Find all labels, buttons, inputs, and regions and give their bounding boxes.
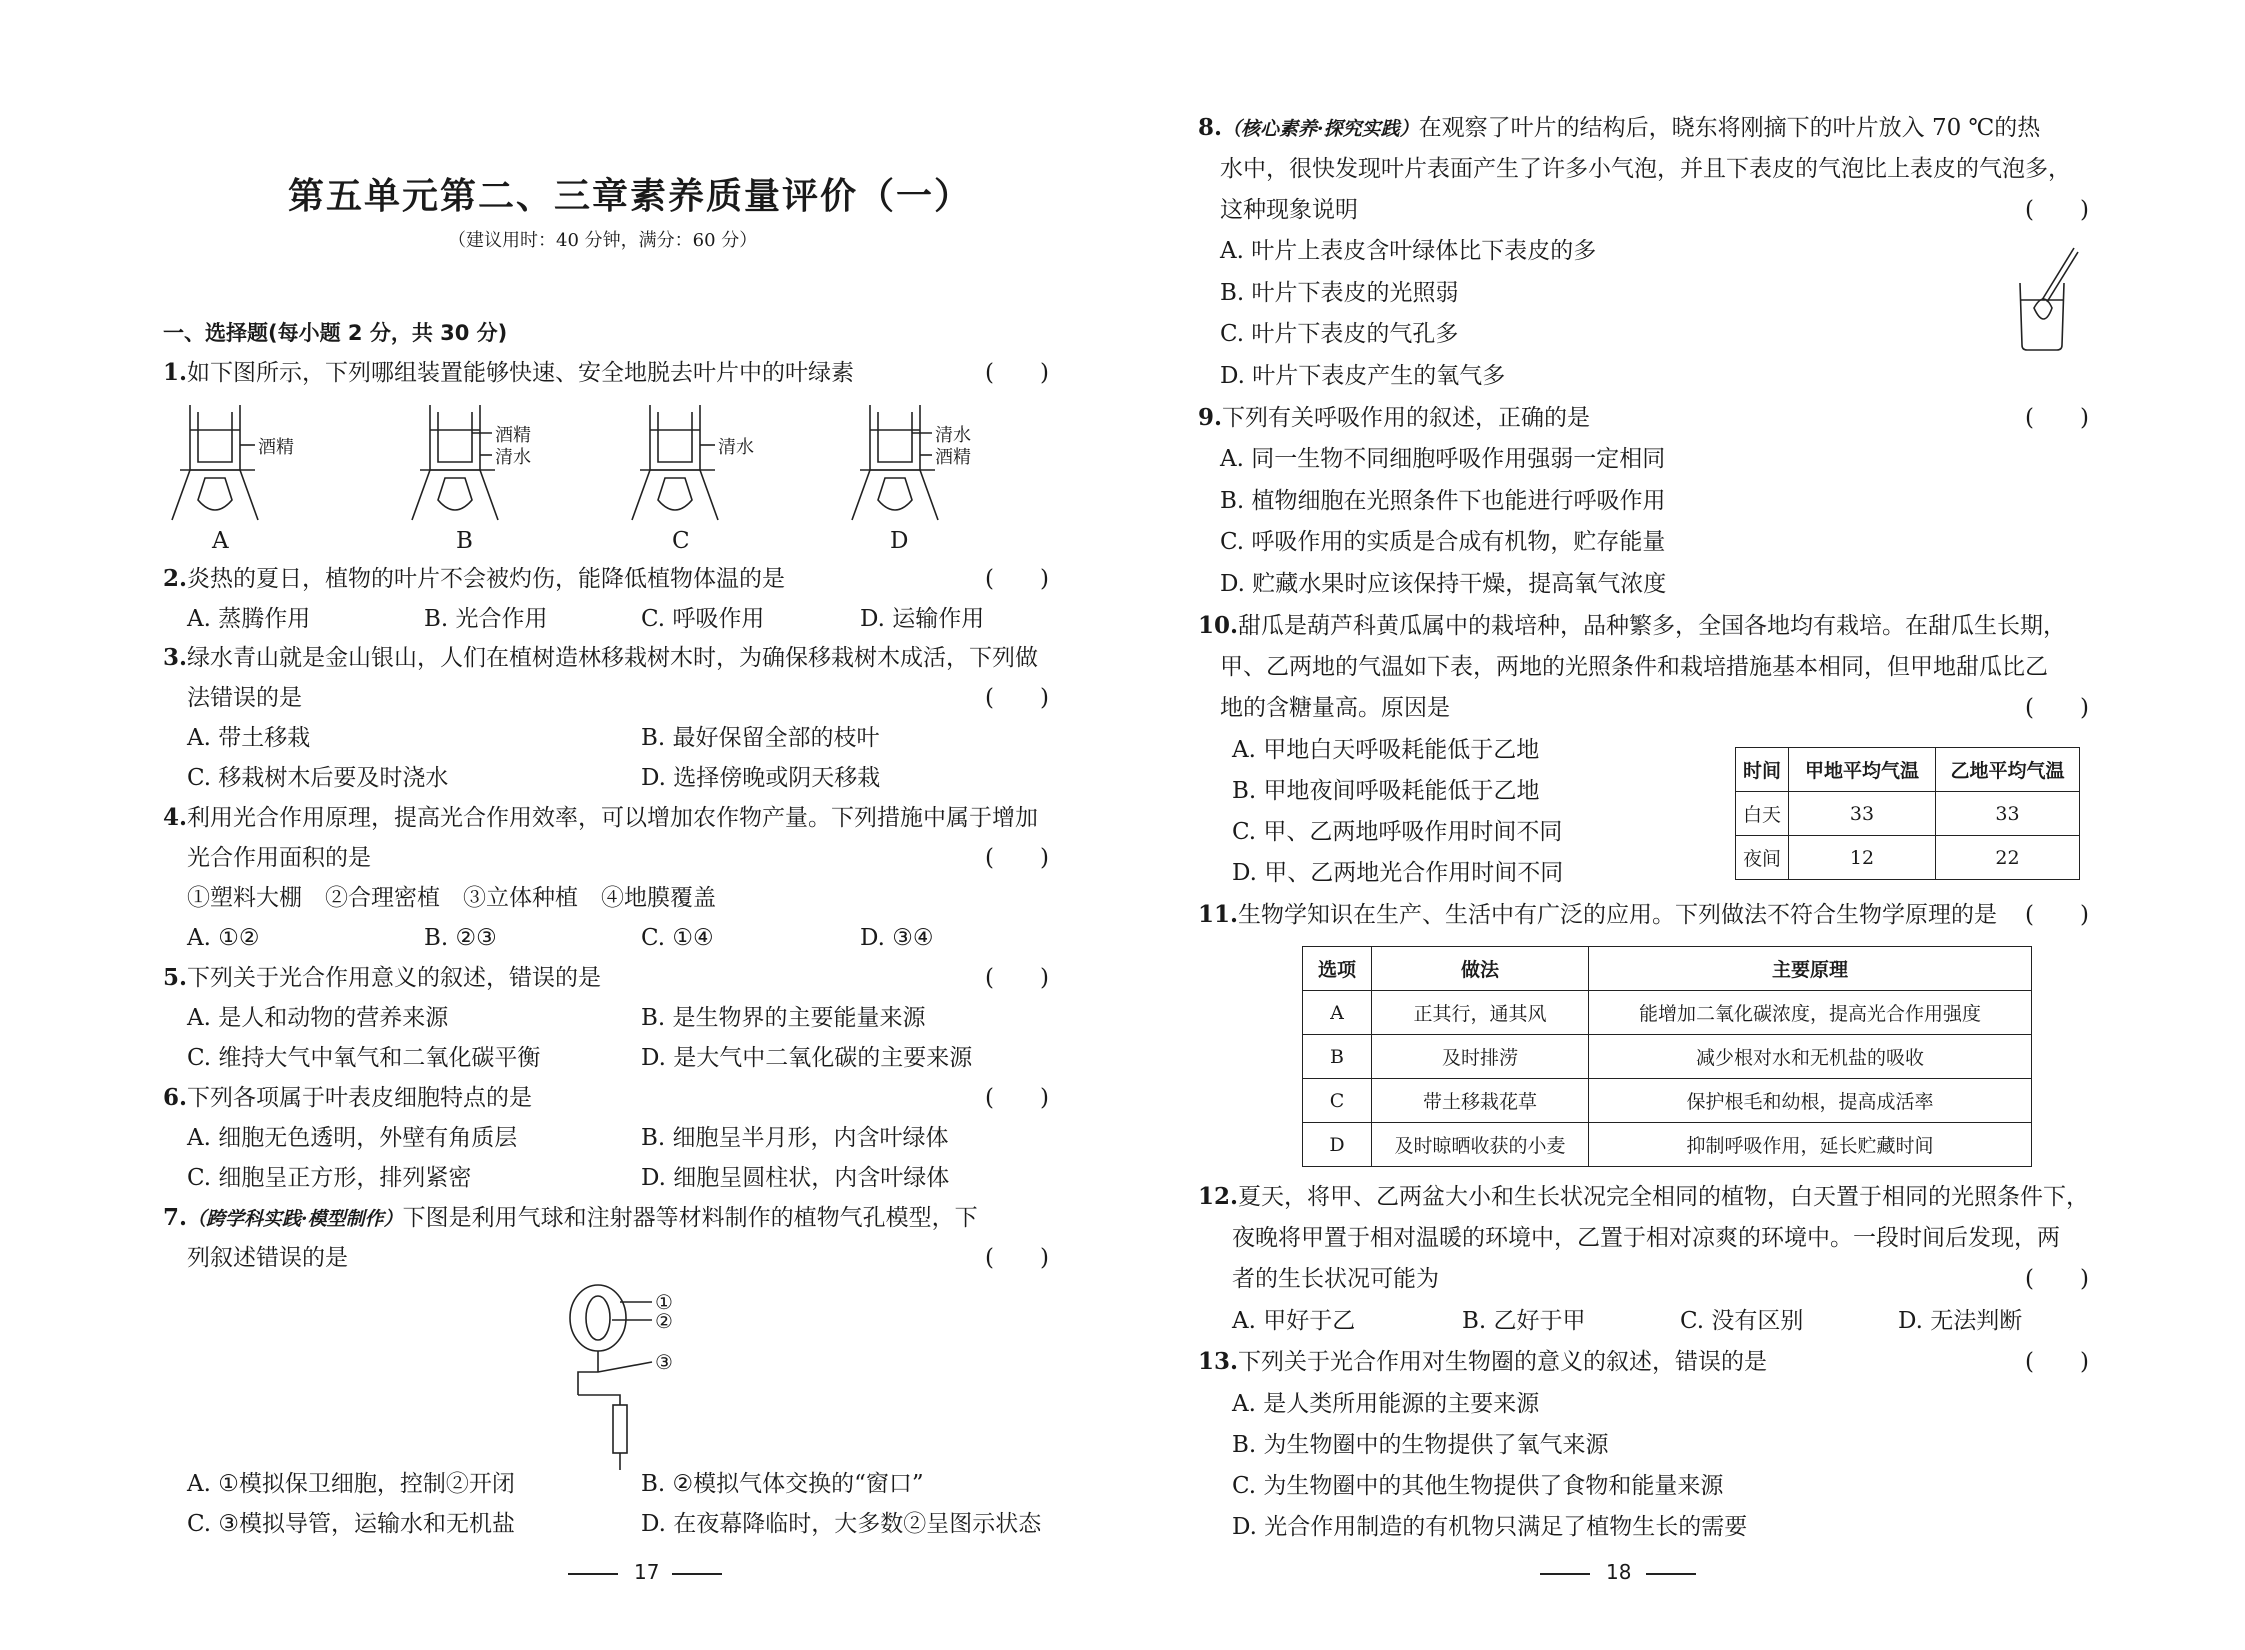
question-4-cont: 光合作用面积的是 xyxy=(187,845,371,871)
beaker-leaf-figure xyxy=(1122,0,2245,360)
option-d: D. 运输作用 xyxy=(860,606,985,632)
table-row: B 及时排涝 减少根对水和无机盐的吸收 xyxy=(1303,1035,2032,1079)
question-10-cont: 地的含糖量高。原因是 xyxy=(1220,695,1450,721)
option-a: A. ①② xyxy=(187,925,260,951)
model-mark-3: ③ xyxy=(655,1350,673,1374)
question-10-cont: 甲、乙两地的气温如下表，两地的光照条件和栽培措施基本相同，但甲地甜瓜比乙 xyxy=(1220,654,2048,680)
practice-principle-table: 选项 做法 主要原理 A 正其行，通其风 能增加二氧化碳浓度，提高光合作用强度 B 及时排涝 减少根对水和无机盐的吸收 C 带土移栽花草 保护根毛和幼根，提高成活率 D 及时晾晒收获的小麦 抑制呼吸作用，延长贮藏时间 xyxy=(1302,946,2032,1167)
question-7: 7.（跨学科实践·模型制作）下图是利用气球和注射器等材料制作的植物气孔模型，下 xyxy=(163,1204,978,1231)
option-d: D. 细胞呈圆柱状，内含叶绿体 xyxy=(641,1165,950,1191)
question-8: 8.（核心素养·探究实践）在观察了叶片的结构后，晓东将刚摘下的叶片放入 70 ℃的热 xyxy=(1198,114,2041,141)
page-number-rule xyxy=(672,1573,722,1575)
question-6: 6.下列各项属于叶表皮细胞特点的是 xyxy=(163,1084,533,1111)
option-c: C. 甲、乙两地呼吸作用时间不同 xyxy=(1232,819,1563,845)
table-row: 白天 33 33 xyxy=(1736,792,2080,836)
question-8-cont: 水中，很快发现叶片表面产生了许多小气泡，并且下表皮的气泡比上表皮的气泡多， xyxy=(1220,156,2071,182)
option-c: C. 呼吸作用的实质是合成有机物，贮存能量 xyxy=(1220,529,1666,555)
answer-bracket: ( ) xyxy=(985,360,1049,386)
liquid-label-d2: 酒精 xyxy=(935,447,971,468)
answer-bracket: ( ) xyxy=(985,965,1049,991)
question-13: 13.下列关于光合作用对生物圈的意义的叙述，错误的是 xyxy=(1198,1348,1768,1375)
liquid-label-a: 酒精 xyxy=(258,437,294,458)
option-a: A. 甲好于乙 xyxy=(1232,1308,1356,1334)
question-4: 4.利用光合作用原理，提高光合作用效率，可以增加农作物产量。下列措施中属于增加 xyxy=(163,804,1039,831)
option-d: D. 甲、乙两地光合作用时间不同 xyxy=(1232,860,1564,886)
page-number: 18 xyxy=(1606,1560,1632,1584)
answer-bracket: ( ) xyxy=(985,685,1049,711)
question-9: 9.下列有关呼吸作用的叙述，正确的是 xyxy=(1198,404,1591,431)
option-d: D. 光合作用制造的有机物只满足了植物生长的需要 xyxy=(1232,1514,1748,1540)
answer-bracket: ( ) xyxy=(985,1085,1049,1111)
option-c: C. 细胞呈正方形，排列紧密 xyxy=(187,1165,472,1191)
question-1: 1.如下图所示，下列哪组装置能够快速、安全地脱去叶片中的叶绿素 xyxy=(163,359,855,386)
option-d: D. 是大气中二氧化碳的主要来源 xyxy=(641,1045,973,1071)
question-3: 3.绿水青山就是金山银山，人们在植树造林移栽树木时，为确保移栽树木成活，下列做 xyxy=(163,644,1039,671)
option-b: B. 叶片下表皮的光照弱 xyxy=(1220,280,1459,306)
option-b: B. 光合作用 xyxy=(424,606,548,632)
section-heading: 一、选择题(每小题 2 分，共 30 分) xyxy=(163,321,508,345)
left-page xyxy=(0,0,1122,1650)
option-b: B. 乙好于甲 xyxy=(1462,1308,1586,1334)
option-d: D. 叶片下表皮产生的氧气多 xyxy=(1220,363,1506,389)
option-d: D. ③④ xyxy=(860,925,934,951)
question-7-cont: 列叙述错误的是 xyxy=(187,1245,348,1271)
page-subtitle: （建议用时：40 分钟，满分：60 分） xyxy=(448,230,758,251)
liquid-label-c: 清水 xyxy=(718,437,754,458)
answer-bracket: ( ) xyxy=(2025,197,2089,223)
question-12-cont: 者的生长状况可能为 xyxy=(1232,1266,1439,1292)
option-a: A. 叶片上表皮含叶绿体比下表皮的多 xyxy=(1220,238,1597,264)
table-row: D 及时晾晒收获的小麦 抑制呼吸作用，延长贮藏时间 xyxy=(1303,1123,2032,1167)
table-row: C 带土移栽花草 保护根毛和幼根，提高成活率 xyxy=(1303,1079,2032,1123)
answer-bracket: ( ) xyxy=(2025,695,2089,721)
page-title: 第五单元第二、三章素养质量评价（一） xyxy=(288,176,973,217)
question-10: 10.甜瓜是葫芦科黄瓜属中的栽培种，品种繁多，全国各地均有栽培。在甜瓜生长期， xyxy=(1198,612,2067,639)
answer-bracket: ( ) xyxy=(2025,405,2089,431)
page-number: 17 xyxy=(634,1560,660,1584)
right-page xyxy=(1122,0,2245,1650)
option-c: C. 没有区别 xyxy=(1680,1308,1804,1334)
option-a: A. 甲地白天呼吸耗能低于乙地 xyxy=(1232,737,1540,763)
answer-bracket: ( ) xyxy=(2025,902,2089,928)
page-number-rule xyxy=(568,1573,618,1575)
option-c: C. ③模拟导管，运输水和无机盐 xyxy=(187,1511,516,1537)
figure-label-d: D xyxy=(890,528,909,554)
liquid-label-b1: 酒精 xyxy=(495,425,531,446)
figure-label-c: C xyxy=(672,528,690,554)
option-a: A. 蒸腾作用 xyxy=(187,606,311,632)
liquid-label-d1: 清水 xyxy=(935,425,971,446)
option-b: B. 为生物圈中的生物提供了氧气来源 xyxy=(1232,1432,1609,1458)
option-b: B. ②模拟气体交换的“窗口” xyxy=(641,1471,924,1497)
option-c: C. ①④ xyxy=(641,925,714,951)
question-4-items: ①塑料大棚 ②合理密植 ③立体种植 ④地膜覆盖 xyxy=(187,885,716,911)
option-b: B. 是生物界的主要能量来源 xyxy=(641,1005,926,1031)
option-c: C. 叶片下表皮的气孔多 xyxy=(1220,321,1459,347)
page-number-rule xyxy=(1646,1573,1696,1575)
option-a: A. 是人和动物的营养来源 xyxy=(187,1005,449,1031)
temperature-table: 时间 甲地平均气温 乙地平均气温 白天 33 33 夜间 12 22 xyxy=(1735,747,2080,880)
option-d: D. 选择傍晚或阴天移栽 xyxy=(641,765,881,791)
answer-bracket: ( ) xyxy=(2025,1349,2089,1375)
answer-bracket: ( ) xyxy=(985,845,1049,871)
option-a: A. ①模拟保卫细胞，控制②开闭 xyxy=(187,1471,515,1497)
question-5: 5.下列关于光合作用意义的叙述，错误的是 xyxy=(163,964,602,991)
option-a: A. 是人类所用能源的主要来源 xyxy=(1232,1391,1540,1417)
question-2: 2.炎热的夏日，植物的叶片不会被灼伤，能降低植物体温的是 xyxy=(163,565,786,592)
option-b: B. 植物细胞在光照条件下也能进行呼吸作用 xyxy=(1220,488,1666,514)
table-row: A 正其行，通其风 能增加二氧化碳浓度，提高光合作用强度 xyxy=(1303,991,2032,1035)
option-c: C. 呼吸作用 xyxy=(641,606,765,632)
option-a: A. 细胞无色透明，外壁有角质层 xyxy=(187,1125,518,1151)
option-b: B. 细胞呈半月形，内含叶绿体 xyxy=(641,1125,949,1151)
option-d: D. 无法判断 xyxy=(1898,1308,2023,1334)
figure-label-b: B xyxy=(456,528,473,554)
option-a: A. 带土移栽 xyxy=(187,725,311,751)
answer-bracket: ( ) xyxy=(985,566,1049,592)
option-c: C. 维持大气中氧气和二氧化碳平衡 xyxy=(187,1045,541,1071)
answer-bracket: ( ) xyxy=(2025,1266,2089,1292)
option-d: D. 贮藏水果时应该保持干燥，提高氧气浓度 xyxy=(1220,571,1667,597)
question-8-cont: 这种现象说明 xyxy=(1220,197,1358,223)
model-mark-1: ① xyxy=(655,1290,673,1314)
answer-bracket: ( ) xyxy=(985,1245,1049,1271)
option-c: C. 为生物圈中的其他生物提供了食物和能量来源 xyxy=(1232,1473,1724,1499)
option-c: C. 移栽树木后要及时浇水 xyxy=(187,765,449,791)
option-b: B. 最好保留全部的枝叶 xyxy=(641,725,880,751)
model-mark-2: ② xyxy=(655,1309,673,1333)
liquid-label-b2: 清水 xyxy=(495,447,531,468)
question-3-cont: 法错误的是 xyxy=(187,685,302,711)
stomata-model-figure xyxy=(0,0,1122,1460)
question-12: 12.夏天，将甲、乙两盆大小和生长状况完全相同的植物，白天置于相同的光照条件下， xyxy=(1198,1183,2090,1210)
table-row: 夜间 12 22 xyxy=(1736,836,2080,880)
page-number-rule xyxy=(1540,1573,1590,1575)
option-b: B. ②③ xyxy=(424,925,497,951)
figure-label-a: A xyxy=(212,528,229,554)
option-d: D. 在夜幕降临时，大多数②呈图示状态 xyxy=(641,1511,1042,1537)
option-b: B. 甲地夜间呼吸耗能低于乙地 xyxy=(1232,778,1540,804)
question-11: 11.生物学知识在生产、生活中有广泛的应用。下列做法不符合生物学原理的是 xyxy=(1198,901,1998,928)
option-a: A. 同一生物不同细胞呼吸作用强弱一定相同 xyxy=(1220,446,1666,472)
question-12-cont: 夜晚将甲置于相对温暖的环境中，乙置于相对凉爽的环境中。一段时间后发现，两 xyxy=(1232,1225,2060,1251)
